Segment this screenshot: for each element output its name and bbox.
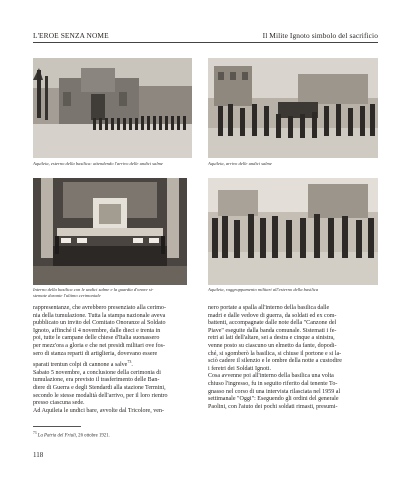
page-number: 118 xyxy=(33,451,44,459)
body-line: Sabato 5 novembre, a conclusione della cerimonia di xyxy=(33,369,161,376)
body-line-text: sparati trentun colpi di cannone a salve xyxy=(33,362,128,369)
body-column-left xyxy=(33,305,196,415)
caption-bottom-left xyxy=(33,287,193,299)
body-column-right xyxy=(208,305,378,411)
footnote-rest: , 26 ottobre 1921. xyxy=(75,433,110,439)
footnote xyxy=(33,431,110,439)
body-line: Ignoto, affinché il 4 novembre, dalle dieci e trenta in xyxy=(33,327,161,334)
footnote-title: La Patria del Friuli xyxy=(37,433,76,439)
photo-arrival-coffins xyxy=(208,58,378,158)
body-line: presso ciascuna sede. xyxy=(33,400,85,407)
body-line: diere di Guerra e degli Stendardi alla stazione Termini, xyxy=(33,384,166,391)
body-line: i feretri dei Soldati Ignoti. xyxy=(208,365,271,372)
body-line: nero portate a spalla all'interno della basilica dalle xyxy=(208,305,330,311)
body-line: pubblicato un invito del Comitato Onoranze al Soldato xyxy=(33,320,166,327)
body-line: secondo le stesse modalità dell'arrivo, per il loro rientro xyxy=(33,392,168,399)
photo-military-gathering xyxy=(208,178,378,285)
body-line: Piave" eseguite dalla banda comunale. Sistemati i fe- xyxy=(208,327,337,334)
body-line: settimanale "Oggi": Eseguendo gli ordini del generale xyxy=(208,396,339,403)
photo-basilica-exterior xyxy=(33,58,192,158)
footnote-ref-suffix: . xyxy=(131,362,133,369)
body-line: gnasso nel corso di una intervista rilasciata nel 1959 al xyxy=(208,388,341,395)
header-right: Il Milite Ignoto simbolo del sacrificio xyxy=(262,31,378,40)
body-line: Ad Aquileia le undici bare, avvolte dal Tricolore, ven- xyxy=(33,407,164,414)
body-line: venne posto su ciascuno un elmetto da fante, dopodi- xyxy=(208,342,337,349)
body-line: rappresentanze, che avrebbero presenziato alla cerimo- xyxy=(33,305,166,311)
body-line: Paolini, con l'aiuto dei pochi soldati rimasti, presumi- xyxy=(208,403,338,410)
body-line: battenti, accompagnate dalle note della "Canzone del xyxy=(208,320,337,327)
footnote-rule xyxy=(33,426,81,427)
body-line: sero di stanza reparti di artiglieria, dovevano essere xyxy=(33,350,158,357)
footnote-number: 73 xyxy=(33,431,37,435)
photo-basilica-interior xyxy=(33,178,187,285)
body-line: chiuso l'ingresso, fu in seguito riferito dal tenente To- xyxy=(208,380,338,387)
body-line: retri ai lati dell'altare, sei a destra e cinque a sinistra, xyxy=(208,335,335,342)
caption-top-right: Aquileia, arrivo delle undici salme xyxy=(208,161,272,166)
caption-top-left: Aquileia, esterno della basilica: attendendo l'arrivo delle undici salme xyxy=(33,161,163,166)
header-left: L'EROE SENZA NOME xyxy=(33,31,109,40)
body-line: nia della tumulazione. Tutta la stampa nazionale aveva xyxy=(33,312,166,319)
body-line: Cosa avvenne poi all'interno della basilica una volta xyxy=(208,373,334,380)
body-line: tumulazione, era previsto il trasferimento delle Ban- xyxy=(33,377,160,384)
body-line: sciò cadere il silenzio e le ombre della notte a custodire xyxy=(208,358,342,365)
body-line: ché, si sgomberò la basilica, si chiuse il portone e si la- xyxy=(208,350,342,357)
header-rule xyxy=(33,42,378,43)
body-line-footnote-ref xyxy=(33,358,196,370)
body-line: per mezz'ora a gloria e che nei presidi militari ove fos- xyxy=(33,342,166,349)
caption-bottom-right: Aquileia, raggruppamento militari all'esterno della basilica xyxy=(208,287,319,292)
caption-bottom-left-line2: stemate durante l'ultimo cerimoniale xyxy=(33,293,101,298)
caption-bottom-left-line1: Interno della basilica con le undici salme e la guardia d'onore si- xyxy=(33,287,154,292)
body-line: madri e dalle vedove di guerra, da soldati ed ex com- xyxy=(208,312,337,319)
running-header xyxy=(33,31,378,40)
footnote-ref-marker[interactable]: 73 xyxy=(127,359,132,365)
body-line: poi, tutte le campane delle chiese d'Italia suonassero xyxy=(33,335,160,342)
